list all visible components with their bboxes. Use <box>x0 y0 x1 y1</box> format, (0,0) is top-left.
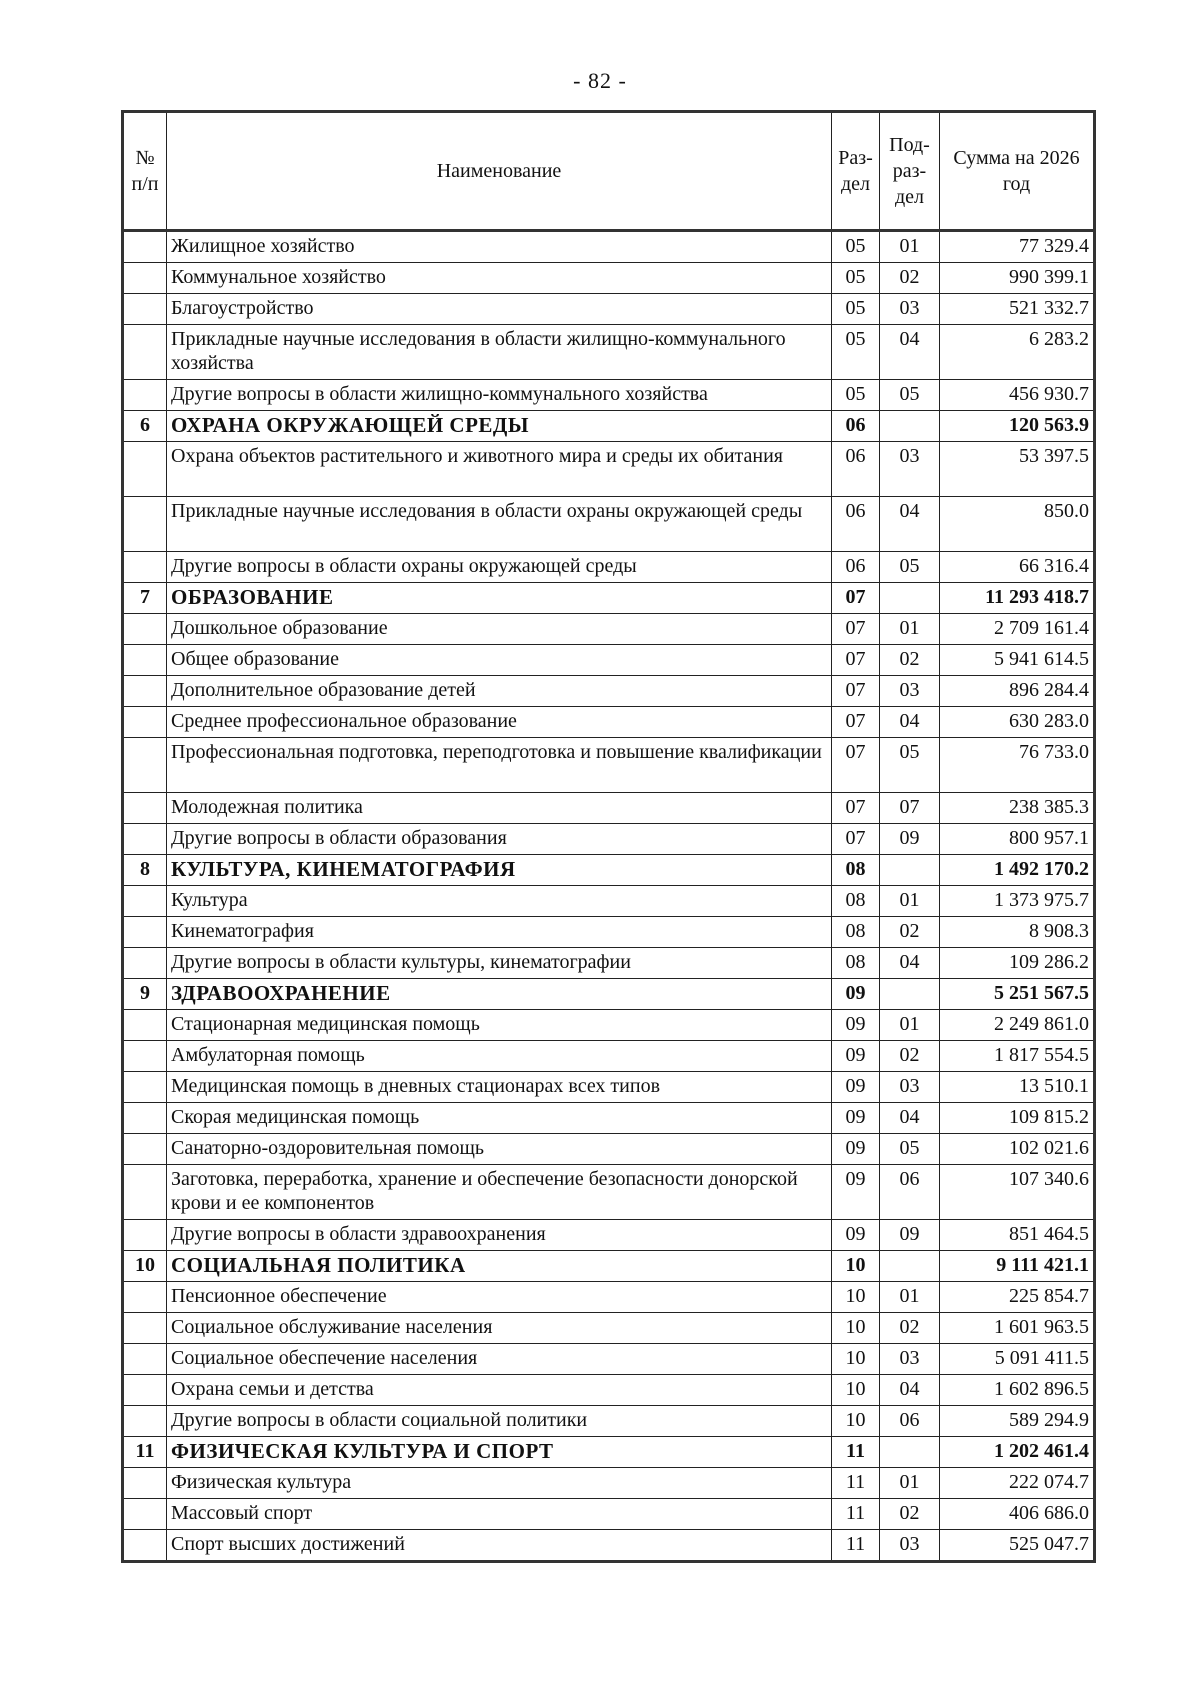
cell-razdel: 09 <box>832 1041 880 1072</box>
header-sum: Сумма на 2026 год <box>940 112 1095 231</box>
cell-num <box>123 325 167 380</box>
cell-name: Массовый спорт <box>167 1499 832 1530</box>
cell-podrazdel: 06 <box>880 1406 940 1437</box>
cell-sum: 1 602 896.5 <box>940 1375 1095 1406</box>
cell-name: Прикладные научные исследования в области охраны окружающей среды <box>167 497 832 552</box>
cell-sum: 222 074.7 <box>940 1468 1095 1499</box>
cell-podrazdel: 04 <box>880 325 940 380</box>
cell-sum: 1 601 963.5 <box>940 1313 1095 1344</box>
cell-num <box>123 793 167 824</box>
cell-num <box>123 1282 167 1313</box>
cell-name: ОХРАНА ОКРУЖАЮЩЕЙ СРЕДЫ <box>167 411 832 442</box>
cell-razdel: 09 <box>832 1165 880 1220</box>
cell-sum: 850.0 <box>940 497 1095 552</box>
cell-num <box>123 380 167 411</box>
cell-podrazdel: 04 <box>880 497 940 552</box>
table-row <box>123 1530 1095 1562</box>
cell-podrazdel: 02 <box>880 1313 940 1344</box>
cell-razdel: 09 <box>832 1220 880 1251</box>
cell-razdel: 07 <box>832 824 880 855</box>
cell-name: Общее образование <box>167 645 832 676</box>
cell-sum: 225 854.7 <box>940 1282 1095 1313</box>
cell-sum: 5 251 567.5 <box>940 979 1095 1010</box>
cell-podrazdel <box>880 1437 940 1468</box>
cell-name: Стационарная медицинская помощь <box>167 1010 832 1041</box>
cell-razdel: 06 <box>832 497 880 552</box>
cell-name: Прикладные научные исследования в области жилищно-коммунального хозяйства <box>167 325 832 380</box>
cell-sum: 76 733.0 <box>940 738 1095 793</box>
cell-razdel: 09 <box>832 1134 880 1165</box>
cell-sum: 120 563.9 <box>940 411 1095 442</box>
cell-num <box>123 1468 167 1499</box>
cell-sum: 107 340.6 <box>940 1165 1095 1220</box>
cell-podrazdel: 03 <box>880 676 940 707</box>
table-row <box>123 614 1095 645</box>
cell-num <box>123 707 167 738</box>
cell-razdel: 06 <box>832 552 880 583</box>
cell-num <box>123 1344 167 1375</box>
cell-sum: 13 510.1 <box>940 1072 1095 1103</box>
cell-name: Социальное обслуживание населения <box>167 1313 832 1344</box>
cell-razdel: 05 <box>832 263 880 294</box>
cell-sum: 109 286.2 <box>940 948 1095 979</box>
cell-sum: 525 047.7 <box>940 1530 1095 1562</box>
cell-name: Медицинская помощь в дневных стационарах всех типов <box>167 1072 832 1103</box>
cell-podrazdel: 05 <box>880 380 940 411</box>
cell-num <box>123 948 167 979</box>
cell-razdel: 10 <box>832 1313 880 1344</box>
cell-razdel: 09 <box>832 979 880 1010</box>
cell-num <box>123 497 167 552</box>
cell-razdel: 10 <box>832 1375 880 1406</box>
cell-num <box>123 1041 167 1072</box>
table-row <box>123 231 1095 263</box>
cell-sum: 2 249 861.0 <box>940 1010 1095 1041</box>
cell-name: Другие вопросы в области образования <box>167 824 832 855</box>
cell-name: Благоустройство <box>167 294 832 325</box>
cell-sum: 456 930.7 <box>940 380 1095 411</box>
cell-sum: 1 373 975.7 <box>940 886 1095 917</box>
cell-num <box>123 1165 167 1220</box>
cell-podrazdel: 01 <box>880 231 940 263</box>
cell-podrazdel: 01 <box>880 1282 940 1313</box>
cell-podrazdel: 01 <box>880 1468 940 1499</box>
cell-name: Амбулаторная помощь <box>167 1041 832 1072</box>
cell-num <box>123 1313 167 1344</box>
cell-podrazdel: 03 <box>880 1072 940 1103</box>
cell-razdel: 07 <box>832 738 880 793</box>
table-row <box>123 917 1095 948</box>
table-row <box>123 1282 1095 1313</box>
cell-sum: 1 492 170.2 <box>940 855 1095 886</box>
cell-name: КУЛЬТУРА, КИНЕМАТОГРАФИЯ <box>167 855 832 886</box>
table-row <box>123 380 1095 411</box>
cell-name: Охрана объектов растительного и животного мира и среды их обитания <box>167 442 832 497</box>
cell-razdel: 10 <box>832 1406 880 1437</box>
cell-name: ФИЗИЧЕСКАЯ КУЛЬТУРА И СПОРТ <box>167 1437 832 1468</box>
cell-name: Физическая культура <box>167 1468 832 1499</box>
cell-podrazdel: 01 <box>880 886 940 917</box>
section-row <box>123 411 1095 442</box>
cell-name: Охрана семьи и детства <box>167 1375 832 1406</box>
cell-podrazdel <box>880 1251 940 1282</box>
cell-name: Пенсионное обеспечение <box>167 1282 832 1313</box>
table-row <box>123 1103 1095 1134</box>
cell-num <box>123 645 167 676</box>
table-row <box>123 793 1095 824</box>
cell-sum: 53 397.5 <box>940 442 1095 497</box>
cell-name: Жилищное хозяйство <box>167 231 832 263</box>
cell-name: СОЦИАЛЬНАЯ ПОЛИТИКА <box>167 1251 832 1282</box>
cell-name: Дошкольное образование <box>167 614 832 645</box>
cell-podrazdel: 09 <box>880 824 940 855</box>
cell-num <box>123 1375 167 1406</box>
table-row <box>123 824 1095 855</box>
cell-sum: 5 091 411.5 <box>940 1344 1095 1375</box>
table-row <box>123 948 1095 979</box>
cell-podrazdel <box>880 979 940 1010</box>
cell-podrazdel: 02 <box>880 645 940 676</box>
cell-razdel: 06 <box>832 442 880 497</box>
cell-podrazdel <box>880 583 940 614</box>
cell-podrazdel <box>880 411 940 442</box>
cell-name: Среднее профессиональное образование <box>167 707 832 738</box>
cell-num <box>123 1499 167 1530</box>
table-row <box>123 645 1095 676</box>
cell-name: Скорая медицинская помощь <box>167 1103 832 1134</box>
table-row <box>123 442 1095 497</box>
cell-podrazdel: 05 <box>880 738 940 793</box>
cell-name: Кинематография <box>167 917 832 948</box>
table-body <box>123 231 1095 1562</box>
table-row <box>123 1344 1095 1375</box>
cell-num <box>123 1134 167 1165</box>
cell-sum: 66 316.4 <box>940 552 1095 583</box>
section-row <box>123 1437 1095 1468</box>
cell-sum: 2 709 161.4 <box>940 614 1095 645</box>
section-row <box>123 583 1095 614</box>
cell-sum: 589 294.9 <box>940 1406 1095 1437</box>
cell-sum: 109 815.2 <box>940 1103 1095 1134</box>
table-row <box>123 263 1095 294</box>
cell-num <box>123 1103 167 1134</box>
cell-sum: 1 202 461.4 <box>940 1437 1095 1468</box>
cell-podrazdel: 04 <box>880 948 940 979</box>
cell-num: 8 <box>123 855 167 886</box>
cell-razdel: 07 <box>832 707 880 738</box>
cell-podrazdel: 09 <box>880 1220 940 1251</box>
table-row <box>123 1220 1095 1251</box>
table-row <box>123 1375 1095 1406</box>
cell-name: Другие вопросы в области жилищно-коммунального хозяйства <box>167 380 832 411</box>
header-podrazdel: Под-раз-дел <box>880 112 940 231</box>
cell-name: Другие вопросы в области социальной политики <box>167 1406 832 1437</box>
cell-razdel: 08 <box>832 917 880 948</box>
cell-sum: 851 464.5 <box>940 1220 1095 1251</box>
table-row <box>123 552 1095 583</box>
cell-num <box>123 552 167 583</box>
table-row <box>123 497 1095 552</box>
cell-num <box>123 1220 167 1251</box>
table-row <box>123 1499 1095 1530</box>
table-row <box>123 1406 1095 1437</box>
table-row <box>123 294 1095 325</box>
cell-podrazdel: 03 <box>880 294 940 325</box>
table-row <box>123 325 1095 380</box>
table-row <box>123 1313 1095 1344</box>
cell-num <box>123 294 167 325</box>
cell-razdel: 05 <box>832 294 880 325</box>
cell-name: Заготовка, переработка, хранение и обеспечение безопасности донорской крови и ее компонентов <box>167 1165 832 1220</box>
section-row <box>123 1251 1095 1282</box>
cell-razdel: 10 <box>832 1344 880 1375</box>
cell-sum: 406 686.0 <box>940 1499 1095 1530</box>
header-name: Наименование <box>167 112 832 231</box>
cell-razdel: 07 <box>832 614 880 645</box>
cell-name: Другие вопросы в области культуры, кинематографии <box>167 948 832 979</box>
cell-sum: 800 957.1 <box>940 824 1095 855</box>
cell-num <box>123 917 167 948</box>
cell-razdel: 09 <box>832 1103 880 1134</box>
table-row <box>123 1165 1095 1220</box>
cell-podrazdel: 05 <box>880 1134 940 1165</box>
cell-razdel: 08 <box>832 886 880 917</box>
cell-num <box>123 738 167 793</box>
cell-num <box>123 1010 167 1041</box>
header-num: № п/п <box>123 112 167 231</box>
cell-sum: 9 111 421.1 <box>940 1251 1095 1282</box>
cell-podrazdel: 07 <box>880 793 940 824</box>
cell-name: Молодежная политика <box>167 793 832 824</box>
page-number: - 82 - <box>573 68 627 93</box>
cell-name: Культура <box>167 886 832 917</box>
cell-razdel: 11 <box>832 1530 880 1562</box>
cell-razdel: 06 <box>832 411 880 442</box>
cell-sum: 102 021.6 <box>940 1134 1095 1165</box>
cell-num <box>123 824 167 855</box>
cell-num <box>123 1072 167 1103</box>
cell-num <box>123 231 167 263</box>
cell-podrazdel: 02 <box>880 263 940 294</box>
table-row <box>123 676 1095 707</box>
section-row <box>123 855 1095 886</box>
cell-num <box>123 263 167 294</box>
cell-name: Коммунальное хозяйство <box>167 263 832 294</box>
header-razdel: Раз-дел <box>832 112 880 231</box>
cell-sum: 11 293 418.7 <box>940 583 1095 614</box>
cell-razdel: 07 <box>832 676 880 707</box>
cell-sum: 6 283.2 <box>940 325 1095 380</box>
cell-name: Другие вопросы в области здравоохранения <box>167 1220 832 1251</box>
cell-name: Санаторно-оздоровительная помощь <box>167 1134 832 1165</box>
cell-sum: 238 385.3 <box>940 793 1095 824</box>
cell-name: Социальное обеспечение населения <box>167 1344 832 1375</box>
cell-num <box>123 1406 167 1437</box>
cell-razdel: 07 <box>832 793 880 824</box>
cell-name: Профессиональная подготовка, переподготовка и повышение квалификации <box>167 738 832 793</box>
cell-num: 6 <box>123 411 167 442</box>
cell-num: 7 <box>123 583 167 614</box>
table-row <box>123 738 1095 793</box>
table-row <box>123 1041 1095 1072</box>
cell-podrazdel: 02 <box>880 917 940 948</box>
cell-podrazdel: 03 <box>880 1530 940 1562</box>
cell-razdel: 11 <box>832 1468 880 1499</box>
table-row <box>123 1468 1095 1499</box>
cell-podrazdel: 03 <box>880 442 940 497</box>
cell-razdel: 09 <box>832 1072 880 1103</box>
cell-razdel: 10 <box>832 1282 880 1313</box>
cell-num <box>123 886 167 917</box>
cell-razdel: 08 <box>832 855 880 886</box>
cell-razdel: 05 <box>832 380 880 411</box>
cell-razdel: 11 <box>832 1437 880 1468</box>
cell-name: Дополнительное образование детей <box>167 676 832 707</box>
cell-podrazdel: 03 <box>880 1344 940 1375</box>
cell-podrazdel: 04 <box>880 707 940 738</box>
cell-razdel: 10 <box>832 1251 880 1282</box>
cell-name: ОБРАЗОВАНИЕ <box>167 583 832 614</box>
cell-razdel: 07 <box>832 645 880 676</box>
cell-podrazdel: 01 <box>880 1010 940 1041</box>
cell-sum: 630 283.0 <box>940 707 1095 738</box>
cell-sum: 8 908.3 <box>940 917 1095 948</box>
table-header-row <box>123 112 1095 231</box>
cell-podrazdel: 01 <box>880 614 940 645</box>
cell-podrazdel: 04 <box>880 1375 940 1406</box>
cell-num <box>123 676 167 707</box>
cell-num <box>123 1530 167 1562</box>
cell-num <box>123 614 167 645</box>
cell-podrazdel: 06 <box>880 1165 940 1220</box>
cell-name: ЗДРАВООХРАНЕНИЕ <box>167 979 832 1010</box>
cell-podrazdel: 02 <box>880 1499 940 1530</box>
budget-table <box>121 110 1096 1563</box>
cell-num: 10 <box>123 1251 167 1282</box>
cell-podrazdel <box>880 855 940 886</box>
table-row <box>123 1134 1095 1165</box>
cell-podrazdel: 04 <box>880 1103 940 1134</box>
cell-podrazdel: 02 <box>880 1041 940 1072</box>
cell-razdel: 09 <box>832 1010 880 1041</box>
cell-sum: 896 284.4 <box>940 676 1095 707</box>
cell-sum: 521 332.7 <box>940 294 1095 325</box>
cell-razdel: 08 <box>832 948 880 979</box>
cell-name: Другие вопросы в области охраны окружающей среды <box>167 552 832 583</box>
section-row <box>123 979 1095 1010</box>
cell-sum: 990 399.1 <box>940 263 1095 294</box>
cell-razdel: 05 <box>832 231 880 263</box>
cell-razdel: 07 <box>832 583 880 614</box>
cell-sum: 77 329.4 <box>940 231 1095 263</box>
cell-num: 9 <box>123 979 167 1010</box>
cell-sum: 1 817 554.5 <box>940 1041 1095 1072</box>
table-row <box>123 1072 1095 1103</box>
table-row <box>123 886 1095 917</box>
cell-name: Спорт высших достижений <box>167 1530 832 1562</box>
table-row <box>123 707 1095 738</box>
cell-razdel: 11 <box>832 1499 880 1530</box>
table-row <box>123 1010 1095 1041</box>
cell-sum: 5 941 614.5 <box>940 645 1095 676</box>
cell-razdel: 05 <box>832 325 880 380</box>
cell-num: 11 <box>123 1437 167 1468</box>
cell-num <box>123 442 167 497</box>
cell-podrazdel: 05 <box>880 552 940 583</box>
